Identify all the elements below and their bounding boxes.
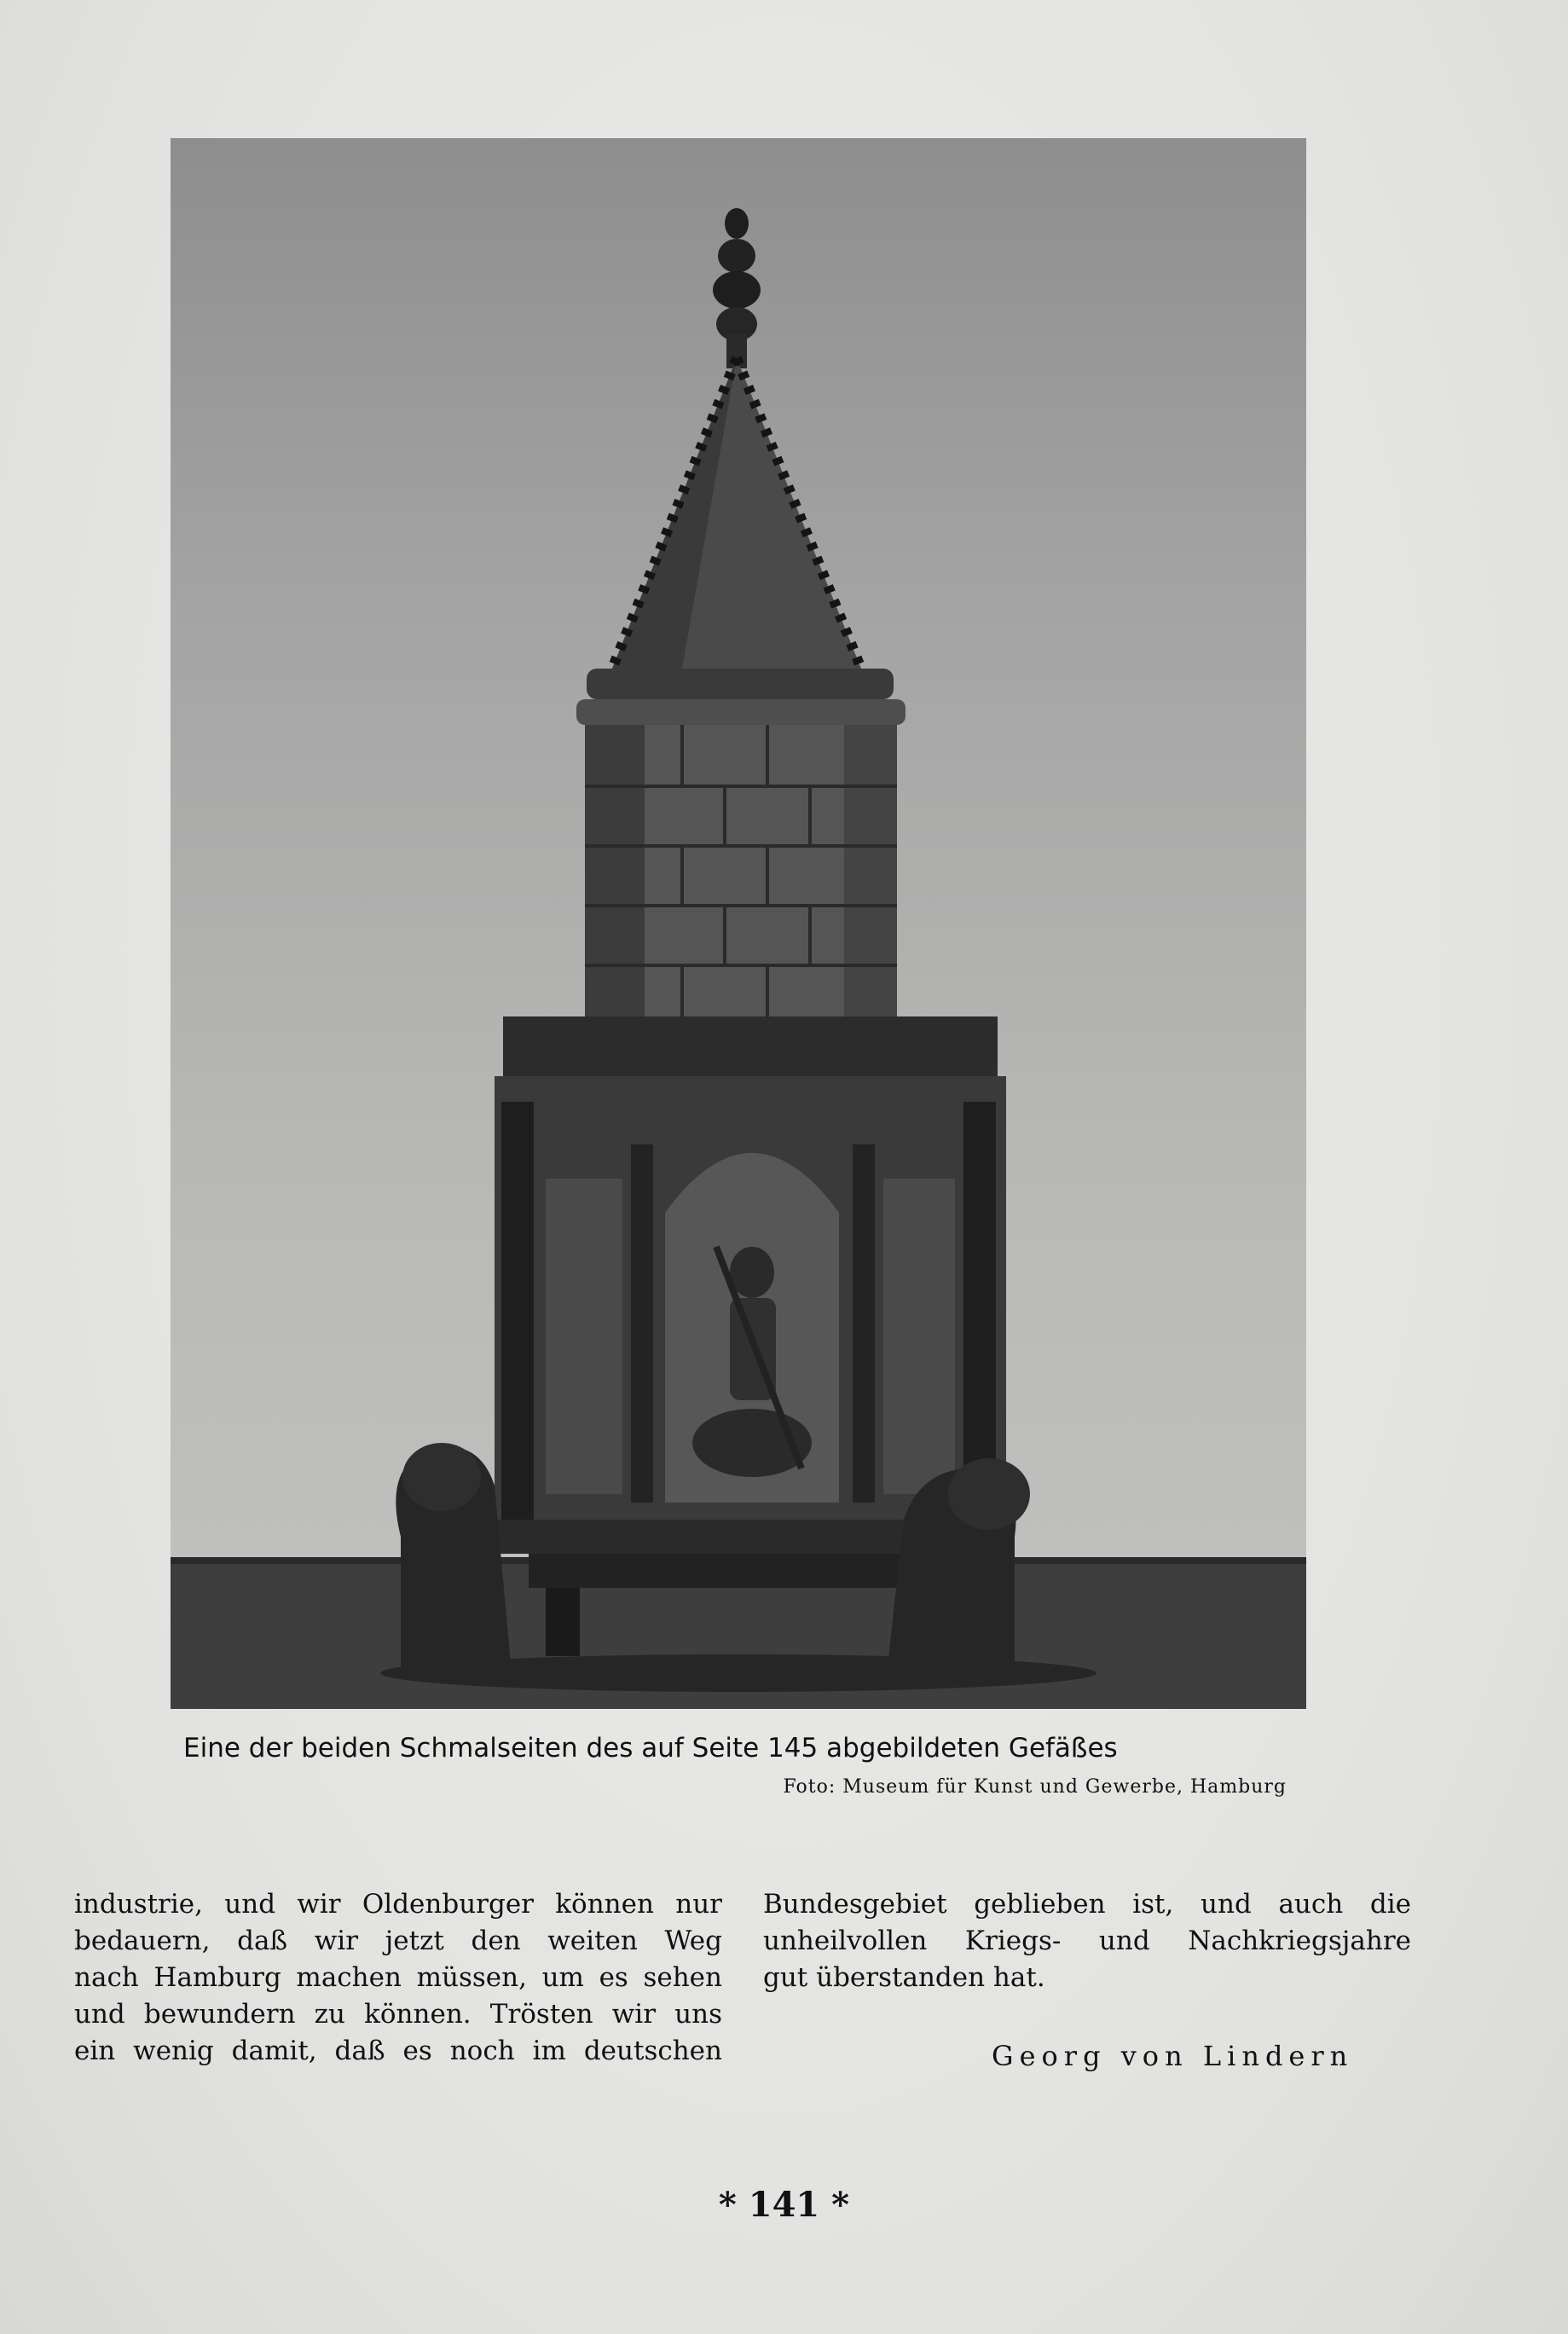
text-line: gut überstanden hat.	[763, 1962, 1045, 1993]
photo-tower-vessel	[171, 138, 1306, 1709]
photo-credit: Foto: Museum für Kunst und Gewerbe, Hamburg	[783, 1776, 1287, 1798]
photo-caption: Eine der beiden Schmalseiten des auf Seite 145 abgebildeten Gefäßes	[183, 1733, 1118, 1764]
text-line: und bewundern zu können. Trösten wir uns	[74, 1999, 722, 2030]
text-line: industrie, und wir Oldenburger können nur	[74, 1889, 722, 1920]
text-line: nach Hamburg machen müssen, um es sehen	[74, 1962, 722, 1993]
author-signature: Georg von Lindern	[992, 2040, 1354, 2072]
text-line: Bundesgebiet geblieben ist, und auch die	[763, 1889, 1411, 1920]
text-line: bedauern, daß wir jetzt den weiten Weg	[74, 1926, 722, 1956]
text-line: unheilvollen Kriegs- und Nachkriegsjahre	[763, 1926, 1411, 1956]
text-line: ein wenig damit, daß es noch im deutschen	[74, 2036, 722, 2066]
page-number: * 141 *	[718, 2185, 850, 2225]
body-column-right	[763, 1886, 1411, 1996]
body-column-left	[74, 1886, 722, 2070]
tower-vessel-illustration	[171, 138, 1306, 1709]
